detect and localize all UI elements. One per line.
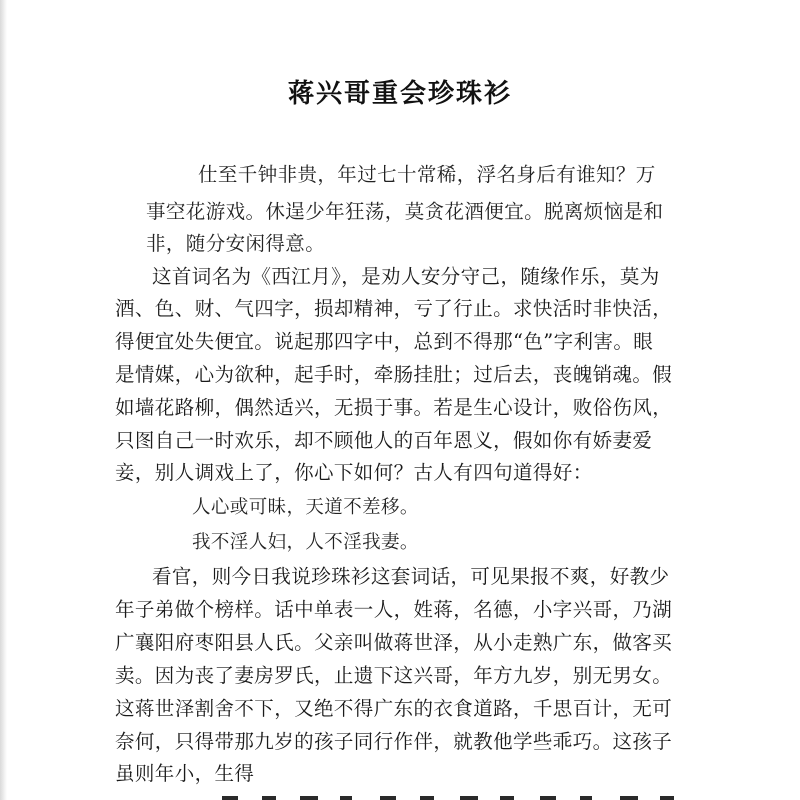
glyph-fragment <box>660 796 674 800</box>
next-line-cutoff <box>0 792 800 800</box>
paragraph-line: 年子弟做个榜样。话中单表一人，姓蒋，名德，小字兴哥，乃湖 <box>115 598 673 621</box>
quote-line-1: 人心或可昧，天道不差移。 <box>192 497 419 518</box>
paragraph-line: 这蒋世泽割舍不下，又绝不得广东的衣食道路，千思百计，无可 <box>115 697 673 720</box>
glyph-fragment <box>262 796 276 800</box>
glyph-fragment <box>460 796 478 800</box>
paragraph-line: 卖。因为丧了妻房罗氏，止遗下这兴哥，年方九岁，别无男女。 <box>115 664 673 687</box>
paragraph-line: 奈何，只得带那九岁的孩子同行作伴，就教他学些乖巧。这孩子 <box>115 730 673 753</box>
glyph-fragment <box>420 796 434 800</box>
page-edge-shadow <box>0 0 7 800</box>
glyph-fragment <box>620 796 638 800</box>
paragraph-line: 这首词名为《西江月》，是劝人安分守己，随缘作乐，莫为 <box>152 265 660 288</box>
paragraph-line: 如墙花路柳，偶然适兴，无损于事。若是生心设计，败俗伤风， <box>115 396 673 419</box>
paragraph-line: 虽则年小，生得 <box>115 762 255 785</box>
paragraph-line: 得便宜处失便宜。说起那四字中，总到不得那“色”字利害。眼 <box>115 330 654 353</box>
glyph-fragment <box>380 796 396 800</box>
paragraph-line: 看官，则今日我说珍珠衫这套词话，可见果报不爽，好教少 <box>152 565 670 588</box>
quote-line-2: 我不淫人妇，人不淫我妻。 <box>192 532 419 553</box>
glyph-fragment <box>540 796 556 800</box>
glyph-fragment <box>500 796 514 800</box>
paragraph-line: 广襄阳府枣阳县人氏。父亲叫做蒋世泽，从小走熟广东，做客买 <box>115 631 673 654</box>
paragraph-line: 是情媒，心为欲种，起手时，牵肠挂肚；过后去，丧魄销魂。假 <box>115 363 673 386</box>
glyph-fragment <box>340 796 352 800</box>
poem-line-2: 事空花游戏。休逞少年狂荡，莫贪花酒便宜。脱离烦恼是和 <box>146 200 664 223</box>
paragraph-line: 酒、色、财、气四字，损却精神，亏了行止。求快活时非快活， <box>115 297 673 320</box>
chapter-title: 蒋兴哥重会珍珠衫 <box>287 79 512 109</box>
paragraph-line: 只图自己一时欢乐，却不顾他人的百年恩义，假如你有娇妻爱 <box>115 429 653 452</box>
paragraph-line: 妾，别人调戏上了，你心下如何？古人有四句道得好： <box>115 461 593 484</box>
glyph-fragment <box>222 796 238 800</box>
glyph-fragment <box>300 796 318 800</box>
poem-line-3: 非，随分安闲得意。 <box>146 232 326 255</box>
glyph-fragment <box>580 796 592 800</box>
poem-line-1: 仕至千钟非贵，年过七十常稀，浮名身后有谁知？万 <box>198 163 656 186</box>
